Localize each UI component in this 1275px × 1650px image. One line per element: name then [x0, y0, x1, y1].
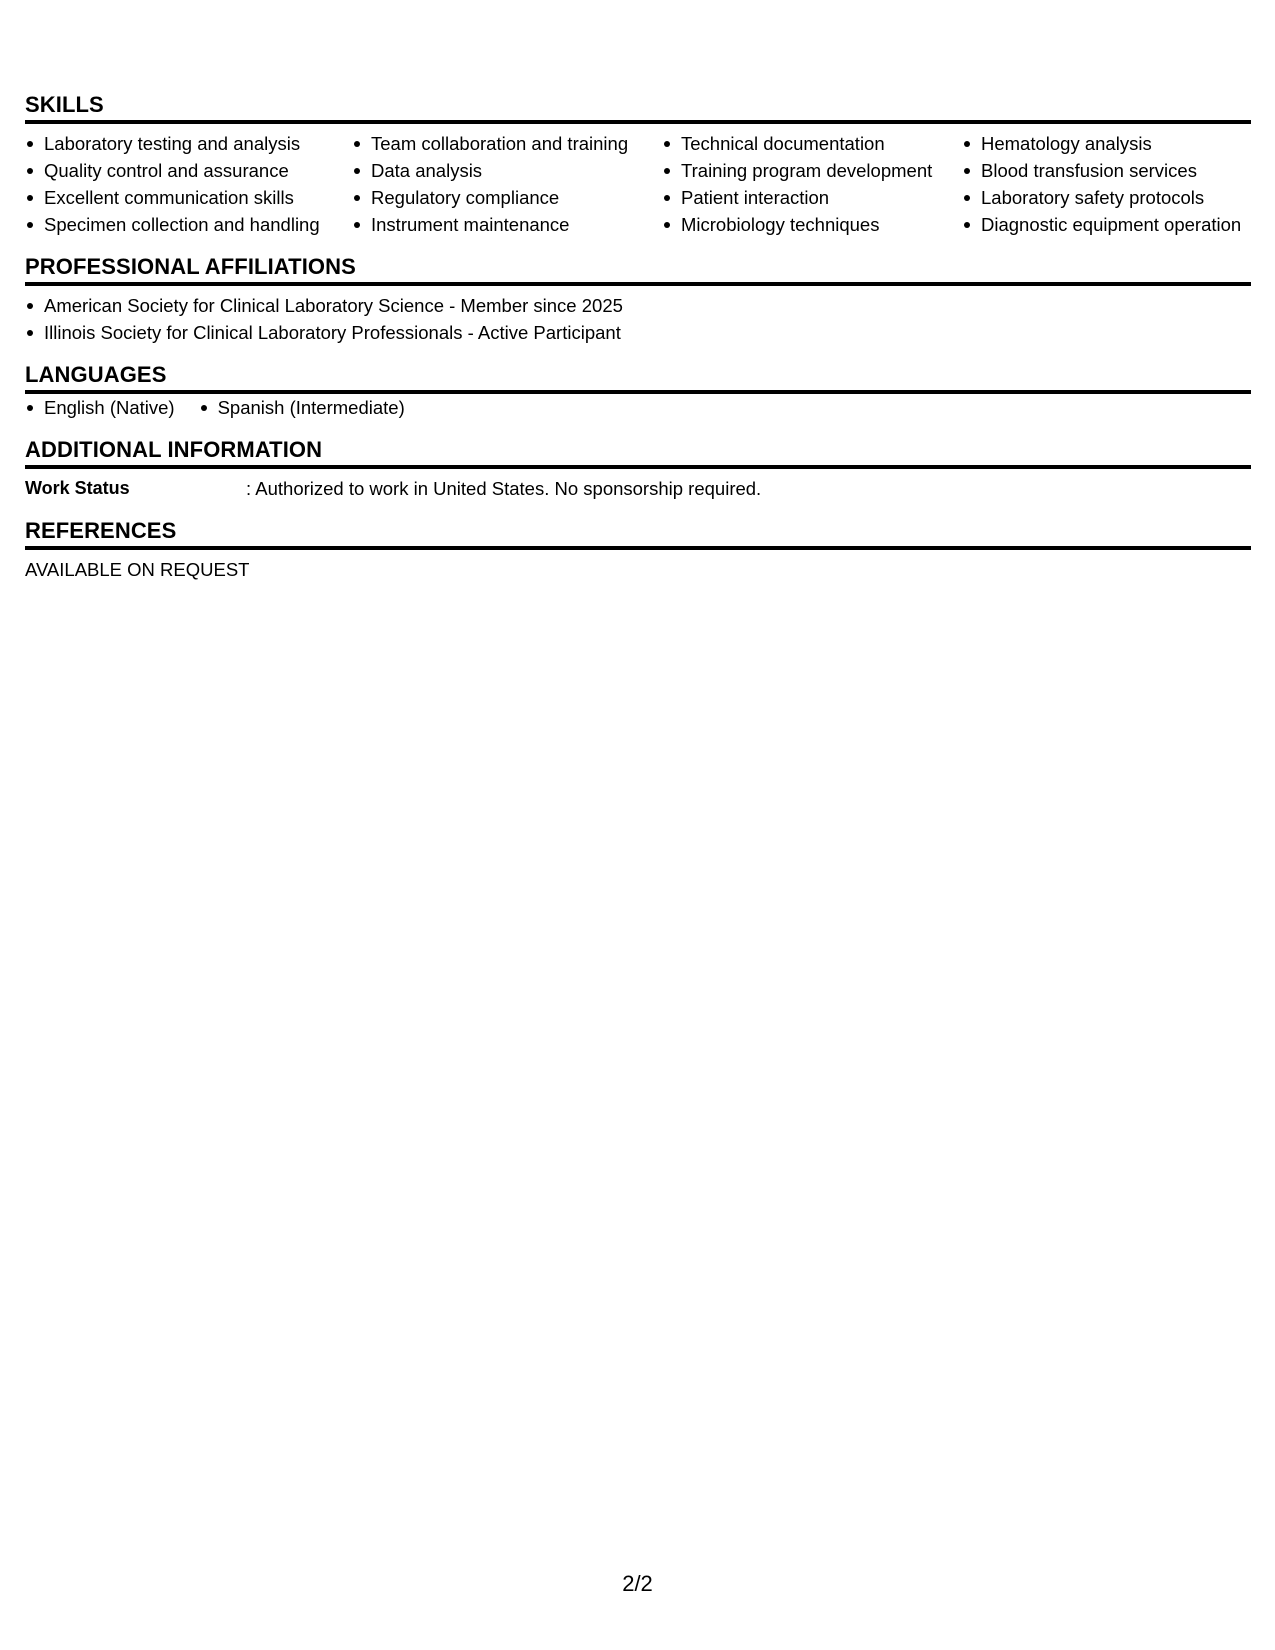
references-heading: REFERENCES: [25, 518, 1251, 550]
languages-section: [25, 362, 1251, 421]
skill-item: Laboratory safety protocols: [962, 184, 1251, 211]
skill-item: Technical documentation: [662, 130, 962, 157]
skills-column-2: [352, 130, 662, 238]
work-status-value: : Authorized to work in United States. No sponsorship required.: [246, 478, 762, 499]
skill-item: Patient interaction: [662, 184, 962, 211]
language-item: English (Native): [25, 394, 175, 421]
skill-item: Diagnostic equipment operation: [962, 211, 1251, 238]
work-status-label: Work Status: [25, 478, 130, 498]
additional-information-heading: ADDITIONAL INFORMATION: [25, 437, 1251, 469]
languages-list: [25, 394, 1251, 421]
skills-grid: [25, 130, 1251, 238]
skill-item: Team collaboration and training: [352, 130, 662, 157]
skill-item: Laboratory testing and analysis: [25, 130, 352, 157]
languages-heading: LANGUAGES: [25, 362, 1251, 394]
affiliations-section: [25, 254, 1251, 346]
skills-heading: SKILLS: [25, 92, 1251, 124]
skill-item: Instrument maintenance: [352, 211, 662, 238]
skills-column-1: [25, 130, 352, 238]
skill-item: Training program development: [662, 157, 962, 184]
skill-item: Excellent communication skills: [25, 184, 352, 211]
skill-item: Microbiology techniques: [662, 211, 962, 238]
skills-section: [25, 92, 1251, 238]
references-section: [25, 518, 1251, 583]
skill-item: Data analysis: [352, 157, 662, 184]
skill-item: Quality control and assurance: [25, 157, 352, 184]
page-number: 2/2: [622, 1571, 653, 1596]
skill-item: Hematology analysis: [962, 130, 1251, 157]
additional-information-section: [25, 437, 1251, 502]
skill-item: Regulatory compliance: [352, 184, 662, 211]
affiliation-item: American Society for Clinical Laboratory Science - Member since 2025: [25, 292, 1251, 319]
references-text: AVAILABLE ON REQUEST: [25, 559, 250, 580]
skills-column-4: [962, 130, 1251, 238]
work-status-row: [25, 475, 1251, 502]
language-item: Spanish (Intermediate): [199, 394, 405, 421]
skill-item: Specimen collection and handling: [25, 211, 352, 238]
affiliations-heading: PROFESSIONAL AFFILIATIONS: [25, 254, 1251, 286]
skill-item: Blood transfusion services: [962, 157, 1251, 184]
resume-page: [25, 92, 1251, 583]
skills-column-3: [662, 130, 962, 238]
affiliations-list: [25, 292, 1251, 346]
affiliation-item: Illinois Society for Clinical Laboratory Professionals - Active Participant: [25, 319, 1251, 346]
